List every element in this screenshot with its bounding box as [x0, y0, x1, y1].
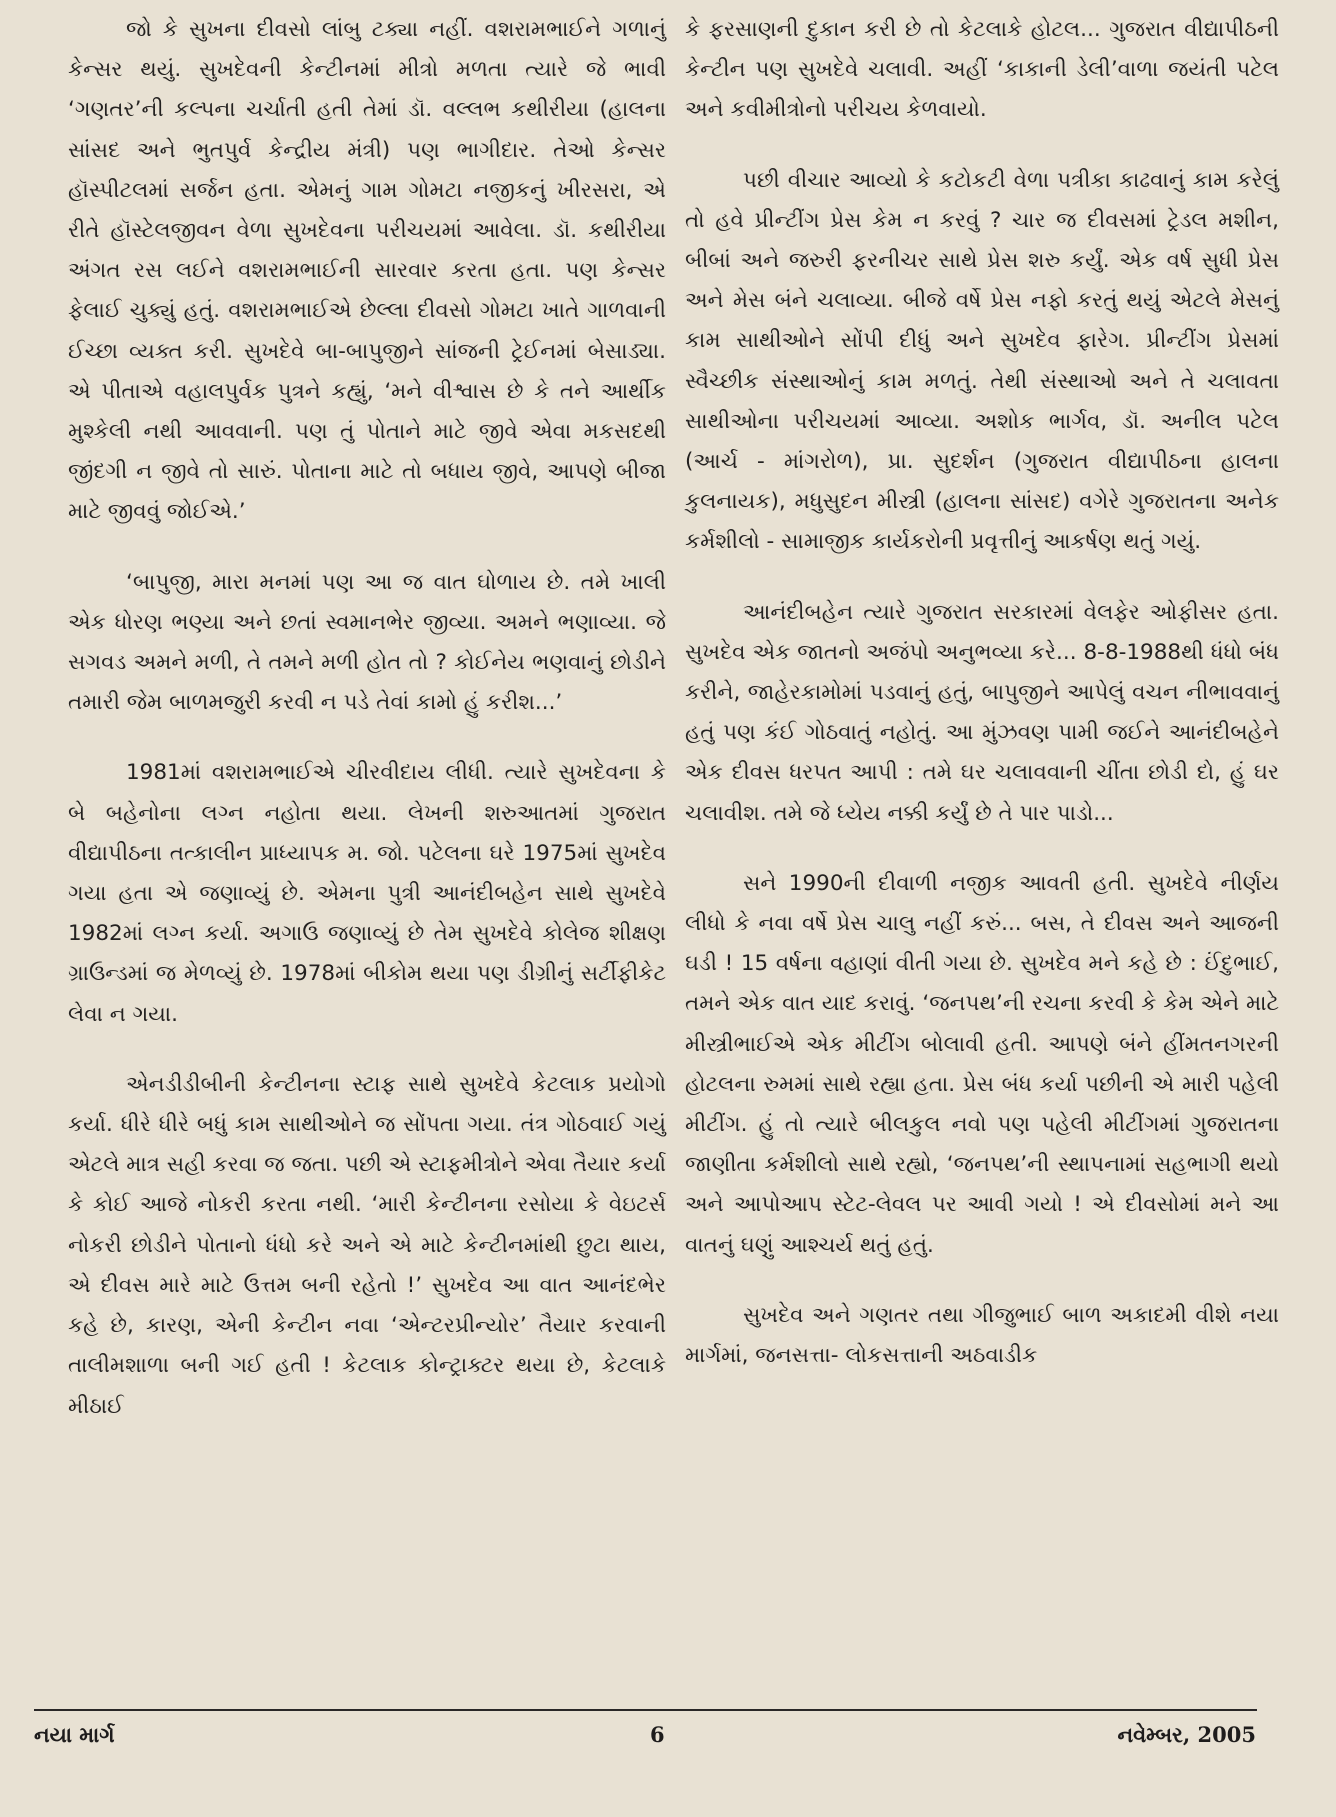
paragraph-continued: કે ફરસાણની દુકાન કરી છે તો કેટલાકે હોટલ... ગુજરાત વીદ્યાપીઠની કેન્ટીન પણ સુખદેવે ચલાવી. અહીં ‘કાકાની ડેલી’વાળા જયંતી પટેલ અને કવીમીત્રોનો પરીચય કેળવાયો. [685, 17, 1279, 123]
paragraph: સને 1990ની દીવાળી નજીક આવતી હતી. સુખદેવે નીર્ણય લીધો કે નવા વર્ષે પ્રેસ ચાલુ નહીં કરું... બસ, તે દીવસ અને આજની ઘડી ! 15 વર્ષના વહાણાં વીતી ગયા છે. સુખદેવ મને કહે છે : ઈંદુભાઈ, તમને એક વાત યાદ કરાવું. ‘જનપથ’ની રચના કરવી કે કેમ એને માટે મીસ્ત્રીભાઈએ એક મીટીંગ બોલાવી હતી. આપણે બંને હીંમતનગરની હોટલના રુમમાં સાથે રહ્યા હતા. પ્રેસ બંધ કર્યા પછીની એ મારી પહેલી મીટીંગ. હું તો ત્યારે બીલકુલ નવો પણ પહેલી મીટીંગમાં ગુજરાતના જાણીતા કર્મશીલો સાથે રહ્યો, ‘જનપથ’ની સ્થાપનામાં સહભાગી થયો અને આપોઆપ સ્ટેટ-લેવલ પર આવી ગયો ! એ દીવસોમાં મને આ વાતનું ઘણું આશ્ચર્ય થતું હતું. [685, 870, 1279, 1258]
paragraph: આનંદીબહેન ત્યારે ગુજરાત સરકારમાં વેલફેર ઓફીસર હતા. સુખદેવ એક જાતનો અજંપો અનુભવ્યા કરે... 8-8-1988થી ધંધો બંધ કરીને, જાહેરકામોમાં પડવાનું હતું, બાપુજીને આપેલું વચન નીભાવવાનું હતું પણ કંઈ ગોઠવાતું નહોતું. આ મુંઝવણ પામી જઈને આનંદીબહેને એક દીવસ ધરપત આપી : તમે ઘર ચલાવવાની ચીંતા છોડી દો, હું ઘર ચલાવીશ. તમે જે ધ્યેય નક્કી કર્યું છે તે પાર પાડો... [685, 599, 1279, 826]
paragraph: 1981માં વશરામભાઈએ ચીરવીદાય લીધી. ત્યારે સુખદેવના કે બે બહેનોના લગ્ન નહોતા થયા. લેખની શરુઆતમાં ગુજરાત વીદ્યાપીઠના તત્કાલીન પ્રાધ્યાપક મ. જો. પટેલના ઘરે 1975માં સુખદેવ ગયા હતા એ જણાવ્યું છે. એમના પુત્રી આનંદીબહેન સાથે સુખદેવે 1982માં લગ્ન કર્યા. અગાઉ જણાવ્યું છે તેમ સુખદેવે કોલેજ શીક્ષણ ગ્રાઉન્ડમાં જ મેળવ્યું છે. 1978માં બીકોમ થયા પણ ડીગ્રીનું સર્ટીફીકેટ લેવા ન ગયા. [68, 760, 666, 1027]
paragraph: ‘બાપુજી, મારા મનમાં પણ આ જ વાત ઘોળાય છે. તમે ખાલી એક ધોરણ ભણ્યા અને છતાં સ્વમાનભેર જીવ્યા. અમને ભણાવ્યા. જે સગવડ અમને મળી, તે તમને મળી હોત તો ? કોઈનેય ભણવાનું છોડીને તમારી જેમ બાળમજુરી કરવી ન પડે તેવાં કામો હું કરીશ...’ [68, 569, 666, 716]
right-column [685, 10, 1279, 1406]
page-number: 6 [650, 1722, 665, 1747]
footer-divider [34, 1709, 1257, 1711]
paragraph: સુખદેવ અને ગણતર તથા ગીજુભાઈ બાળ અકાદમી વીશે નયા માર્ગમાં, જનસત્તા- લોકસત્તાની અઠવાડીક [685, 1302, 1279, 1369]
paragraph: જો કે સુખના દીવસો લાંબુ ટક્યા નહીં. વશરામભાઈને ગળાનું કેન્સર થયું. સુખદેવની કેન્ટીનમાં મીત્રો મળતા ત્યારે જે ભાવી ‘ગણતર’ની કલ્પના ચર્ચાતી હતી તેમાં ડૉ. વલ્લભ કથીરીયા (હાલના સાંસદ અને ભુતપુર્વ કેન્દ્રીય મંત્રી) પણ ભાગીદાર. તેઓ કેન્સર હૉસ્પીટલમાં સર્જન હતા. એમનું ગામ ગોમટા નજીકનું ખીરસરા, એ રીતે હૉસ્ટેલજીવન વેળા સુખદેવના પરીચયમાં આવેલા. ડૉ. કથીરીયા અંગત રસ લઈને વશરામભાઈની સારવાર કરતા હતા. પણ કેન્સર ફેલાઈ ચુક્યું હતું. વશરામભાઈએ છેલ્લા દીવસો ગોમટા ખાતે ગાળવાની ઈચ્છા વ્યક્ત કરી. સુખદેવે બા-બાપુજીને સાંજની ટ્રેઈનમાં બેસાડ્યા. એ પીતાએ વહાલપુર્વક પુત્રને કહ્યું, ‘મને વીશ્વાસ છે કે તને આર્થીક મુશ્કેલી નથી આવવાની. પણ તું પોતાને માટે જીવે એવા મકસદથી જીંદગી ન જીવે તો સારું. પોતાના માટે તો બધાય જીવે, આપણે બીજા માટે જીવવું જોઈએ.’ [68, 17, 666, 525]
issue-date: નવેમ્બર, 2005 [1117, 1722, 1256, 1747]
left-column [68, 10, 666, 1457]
paragraph: એનડીડીબીની કેન્ટીનના સ્ટાફ સાથે સુખદેવે કેટલાક પ્રયોગો કર્યા. ધીરે ધીરે બધું કામ સાથીઓને જ સોંપતા ગયા. તંત્ર ગોઠવાઈ ગયું એટલે માત્ર સહી કરવા જ જતા. પછી એ સ્ટાફમીત્રોને એવા તૈયાર કર્યા કે કોઈ આજે નોકરી કરતા નથી. ‘મારી કેન્ટીનના રસોયા કે વેઇટર્સ નોકરી છોડીને પોતાનો ધંધો કરે અને એ માટે કેન્ટીનમાંથી છુટા થાય, એ દીવસ મારે માટે ઉત્તમ બની રહેતો !’ સુખદેવ આ વાત આનંદભેર કહે છે, કારણ, એની કેન્ટીન નવા ‘એન્ટરપ્રીન્યોર’ તૈયાર કરવાની તાલીમશાળા બની ગઈ હતી ! કેટલાક કોન્ટ્રાક્ટર થયા છે, કેટલાકે મીઠાઈ [68, 1071, 666, 1419]
publication-name: નયા માર્ગ [34, 1722, 115, 1747]
paragraph: પછી વીચાર આવ્યો કે કટોકટી વેળા પત્રીકા કાઢવાનું કામ કરેલું તો હવે પ્રીન્ટીંગ પ્રેસ કેમ ન કરવું ? ચાર જ દીવસમાં ટ્રેડલ મશીન, બીબાં અને જરુરી ફરનીચર સાથે પ્રેસ શરુ કર્યું. એક વર્ષ સુધી પ્રેસ અને મેસ બંને ચલાવ્યા. બીજે વર્ષે પ્રેસ નફો કરતું થયું એટલે મેસનું કામ સાથીઓને સોંપી દીધું અને સુખદેવ ફારેગ. પ્રીન્ટીંગ પ્રેસમાં સ્વૈચ્છીક સંસ્થાઓનું કામ મળતું. તેથી સંસ્થાઓ અને તે ચલાવતા સાથીઓના પરીચયમાં આવ્યા. અશોક ભાર્ગવ, ડૉ. અનીલ પટેલ (આર્ચ - માંગરોળ), પ્રા. સુદર્શન (ગુજરાત વીદ્યાપીઠના હાલના કુલનાયક), મધુસુદન મીસ્ત્રી (હાલના સાંસદ) વગેરે ગુજરાતના અનેક કર્મશીલો - સામાજીક કાર્યકરોની પ્રવૃત્તીનું આકર્ષણ થતું ગયું. [685, 167, 1279, 555]
